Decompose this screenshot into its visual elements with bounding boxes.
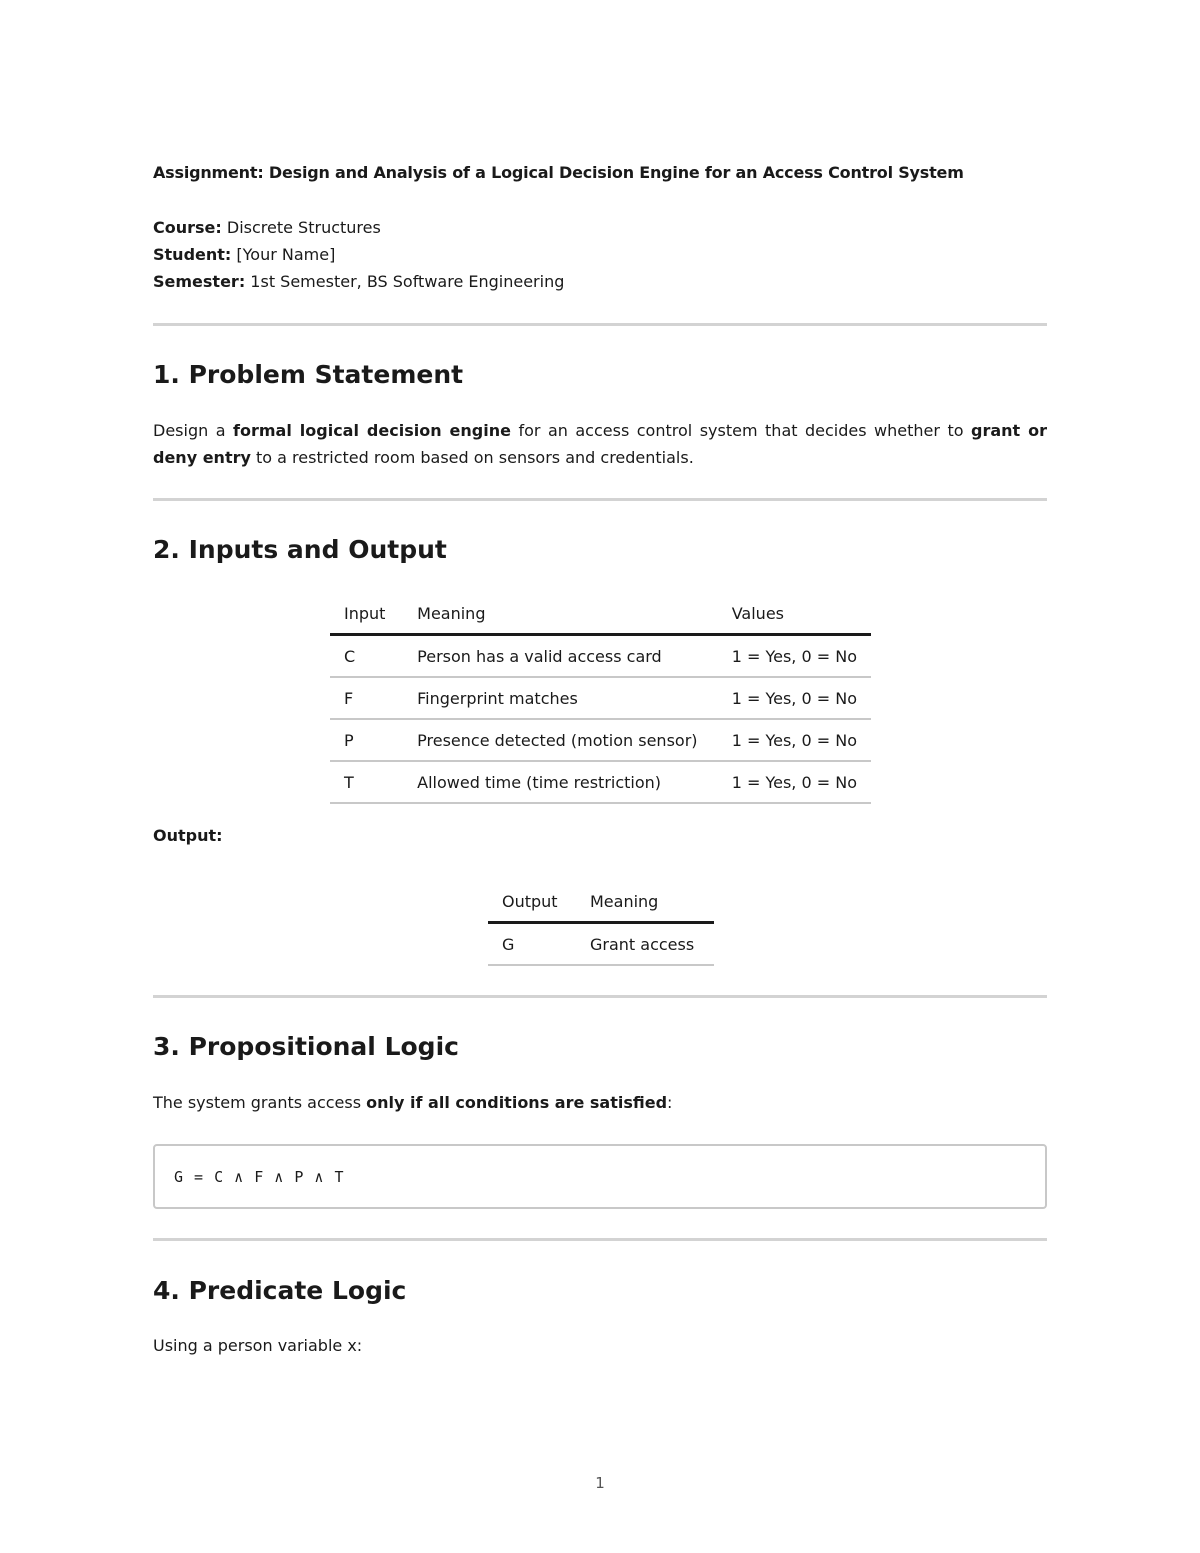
- table-row: [330, 761, 871, 803]
- table-cell: Allowed time (time restriction): [403, 761, 718, 803]
- bold-run: grant or deny entry: [153, 421, 1048, 467]
- table-header-cell: Meaning: [576, 881, 714, 923]
- student-line: [153, 245, 335, 264]
- table-header-row: [330, 593, 871, 635]
- text-run: for an access control system that decides whether to: [510, 421, 971, 440]
- table-row: [330, 635, 871, 678]
- section-heading-predicate-logic: 4. Predicate Logic: [153, 1276, 407, 1305]
- table-cell: Fingerprint matches: [403, 677, 718, 719]
- propositional-logic-paragraph: [153, 1089, 1047, 1116]
- bold-run: formal logical decision engine: [233, 421, 511, 440]
- student-value: [Your Name]: [231, 245, 336, 264]
- section-divider: [153, 323, 1047, 326]
- semester-line: [153, 272, 564, 291]
- section-heading-problem-statement: 1. Problem Statement: [153, 360, 464, 389]
- table-header-cell: Values: [718, 593, 871, 635]
- text-run: :: [667, 1093, 673, 1112]
- student-label: Student:: [153, 245, 232, 264]
- table-cell: G: [488, 923, 576, 966]
- output-table: [488, 881, 714, 966]
- course-label: Course:: [153, 218, 222, 237]
- table-cell: F: [330, 677, 403, 719]
- table-header-cell: Input: [330, 593, 403, 635]
- course-value: Discrete Structures: [221, 218, 381, 237]
- text-run: Design a: [153, 421, 234, 440]
- table-header-cell: Meaning: [403, 593, 718, 635]
- semester-label: Semester:: [153, 272, 246, 291]
- table-cell: Person has a valid access card: [403, 635, 718, 678]
- bold-run: only if all conditions are satisfied: [366, 1093, 668, 1112]
- table-row: [330, 719, 871, 761]
- table-header-cell: Output: [488, 881, 576, 923]
- table-cell: C: [330, 635, 403, 678]
- document-title: Assignment: Design and Analysis of a Logical Decision Engine for an Access Control System: [153, 163, 964, 182]
- formula-code-block: [153, 1144, 1047, 1209]
- table-cell: 1 = Yes, 0 = No: [718, 761, 871, 803]
- section-divider: [153, 995, 1047, 998]
- table-cell: 1 = Yes, 0 = No: [718, 635, 871, 678]
- table-cell: 1 = Yes, 0 = No: [718, 677, 871, 719]
- section-divider: [153, 1238, 1047, 1241]
- formula-text: G = C ∧ F ∧ P ∧ T: [174, 1168, 345, 1186]
- page-number: 1: [595, 1474, 605, 1492]
- problem-statement-paragraph: [153, 417, 1047, 471]
- table-cell: T: [330, 761, 403, 803]
- inputs-table: [330, 593, 871, 804]
- semester-value: 1st Semester, BS Software Engineering: [245, 272, 565, 291]
- table-row: [488, 923, 714, 966]
- section-heading-inputs-output: 2. Inputs and Output: [153, 535, 447, 564]
- output-label: Output:: [153, 826, 223, 845]
- table-cell: Grant access: [576, 923, 714, 966]
- table-cell: P: [330, 719, 403, 761]
- section-heading-propositional-logic: 3. Propositional Logic: [153, 1032, 459, 1061]
- predicate-logic-paragraph: Using a person variable x:: [153, 1336, 363, 1355]
- text-run: to a restricted room based on sensors and credentials.: [250, 448, 694, 467]
- section-divider: [153, 498, 1047, 501]
- table-cell: Presence detected (motion sensor): [403, 719, 718, 761]
- table-row: [330, 677, 871, 719]
- table-cell: 1 = Yes, 0 = No: [718, 719, 871, 761]
- course-line: [153, 218, 381, 237]
- text-run: The system grants access: [153, 1093, 367, 1112]
- table-header-row: [488, 881, 714, 923]
